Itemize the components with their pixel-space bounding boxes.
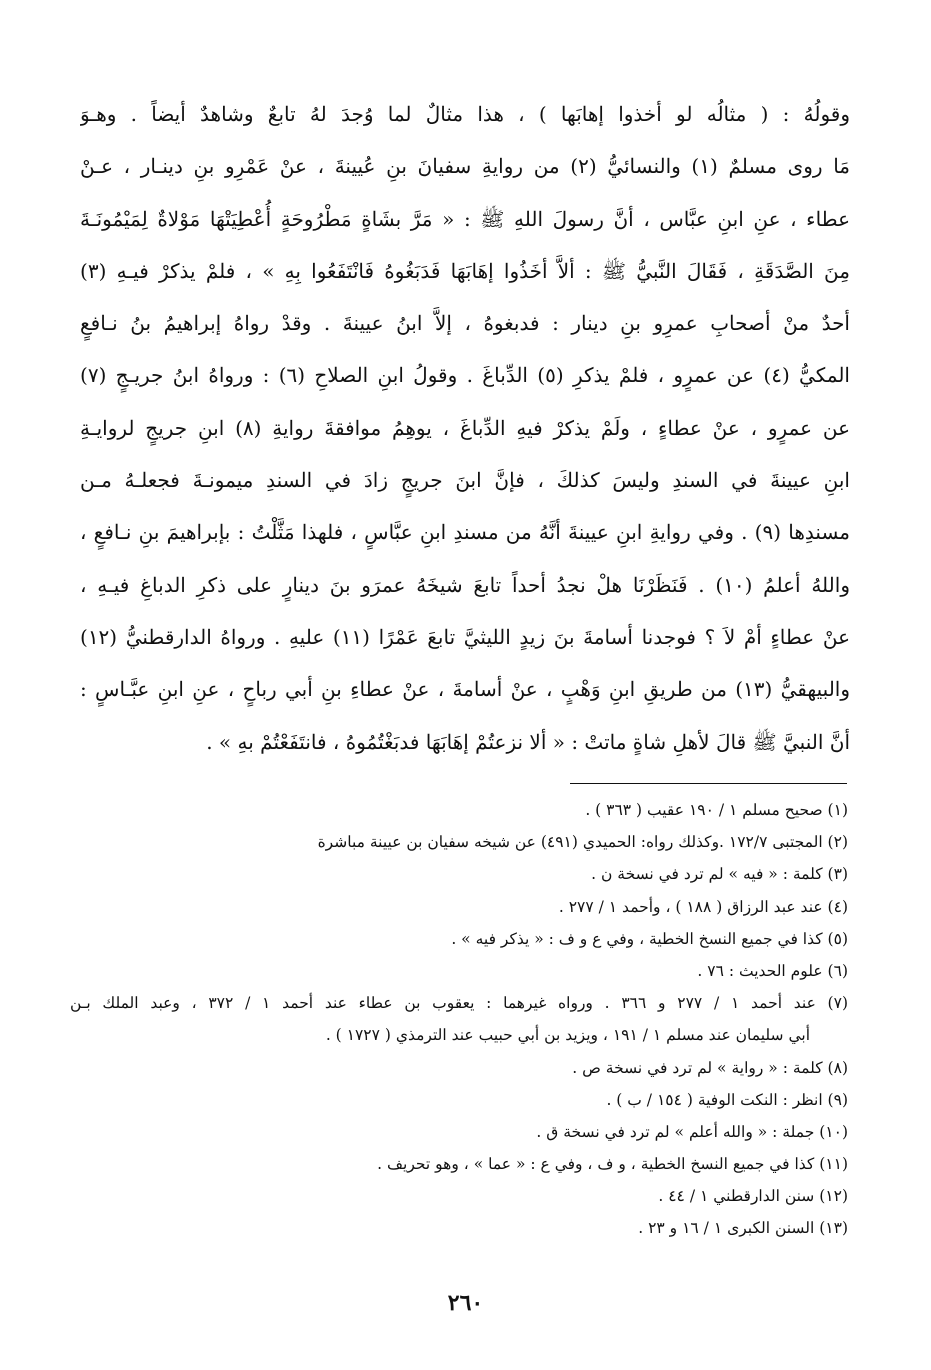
body-line: مِنَ الصَّدَقَةِ ، فَقَالَ النَّبيُّ ﷺ : ألاَّ أخَذُوا إهَابَهَا فَدَبَغُوهُ فَانْتَفَعُوا بِهِ » ، فلمْ يذكرْ فيـهِ (٣): [80, 258, 850, 283]
body-line: أنَّ النبيَّ ﷺ قالَ لأهلِ شاةٍ ماتتْ : « ألا نزعتُمْ إهَابَهَا فدبَغْتُمُوهُ ، فانتَفَعْتُمْ بهِ » .: [206, 729, 850, 754]
body-line: المكيُّ (٤) عن عمرٍو ، فلمْ يذكرِ (٥) الدِّباغَ . وقولُ ابنِ الصلاحِ (٦) : ورواهُ ابنُ جريـجٍ (٧): [80, 363, 850, 388]
footnote: (١) صحيح مسلم ١ / ١٩٠ عقيب ( ٣٦٣ ) .: [585, 801, 848, 819]
footnote: (٧) عند أحمد ١ / ٢٧٧ و ٣٦٦ . ورواه غيرهما : يعقوب بن عطاء عند أحمد ١ / ٣٧٢ ، وعبد الملك بـن: [70, 994, 848, 1013]
footnote: (٨) كلمة : « رواية » لم ترد في نسخة ص .: [572, 1058, 848, 1077]
body-line: والبيهقيُّ (١٣) من طريقِ ابنِ وَهْبٍ ، عنْ أسامةَ ، عنْ عطاءِ بنِ أبي رباحٍ ، عنِ ابنِ عبَّـاسٍ :: [80, 677, 850, 702]
body-line: عطاء ، عنِ ابنِ عبَّاس ، أنَّ رسولَ اللهِ ﷺ : « مَرَّ بشَاةٍ مَطْرُوحَةٍ أُعْطِيَتْهَا مَوْلاةٌ لِمَيْمُونَـةَ: [80, 206, 850, 231]
body-line: أحدٌ منْ أصحابِ عمرِو بنِ دينار : فدبغوهُ ، إلاَّ ابنُ عيينةَ . وقدْ رواهُ إبراهيمُ بنُ نـافعٍ: [80, 311, 850, 336]
body-line: عن عمرٍو ، عنْ عطاءٍ ، ولَمْ يذكرْ فيهِ الدِّباغَ ، يوهِمُ موافقةَ روايةِ (٨) ابنِ جريجٍ لروايـةِ: [80, 415, 850, 440]
body-line: عنْ عطاءٍ أمْ لاَ ؟ فوجدنا أسامةَ بنَ زيدٍ الليثيَّ تابعَ عَمْرًا (١١) عليهِ . ورواهُ الدارقطنيُّ (١٢): [80, 624, 850, 649]
body-line: مسندِها (٩) . وفي روايةِ ابنِ عيينةَ أنَّهُ من مسندِ ابنِ عبَّاسٍ ، فلهذا مَثَّلْتُ : بإبراهيمَ بنِ نـافعٍ ،: [80, 520, 850, 545]
footnote-separator: [570, 783, 847, 784]
main-text: [80, 88, 850, 768]
footnotes: [70, 794, 848, 1245]
footnote: (١٣) السنن الكبرى ١ / ١٦ و ٢٣ .: [638, 1219, 848, 1238]
page-number: ٢٦٠: [447, 1290, 484, 1316]
footnote: (٢) المجتبى ١٧٢/٧ .وكذلك رواه: الحميدي (٤٩١) عن شيخه سفيان بن عيينة مباشرة: [317, 833, 848, 852]
footnote: (٣) كلمة : « فيه » لم ترد في نسخة ن .: [591, 865, 848, 884]
footnote: (١٠) جملة : « والله أعلم » لم ترد في نسخة ق .: [536, 1122, 848, 1141]
footnote: (١١) كذا في جميع النسخ الخطية ، و ف ، وفي ع : « عما » ، وهو تحريف .: [377, 1155, 848, 1174]
body-line: مَا روى مسلمٌ (١) والنسائيُّ (٢) من روايةِ سفيانَ بنِ عُيينةَ ، عنْ عَمْرِو بنِ دينـار ، عـنْ: [80, 154, 850, 179]
footnote: (٥) كذا في جميع النسخ الخطية ، وفي ع و ف : « يذكر فيه » .: [451, 929, 848, 948]
footnote-continuation: أبي سليمان عند مسلم ١ / ١٩١ ، ويزيد بن أبي حبيب عند الترمذي ( ١٧٢٧ ) .: [325, 1026, 810, 1045]
footnote: (١٢) سنن الدارقطني ١ / ٤٤ .: [658, 1187, 848, 1206]
body-line: واللهُ أعلمُ (١٠) . فَنَظَرْنَا هلْ نجدُ أحداً تابعَ شيخَهُ عمرَو بنَ دينارٍ على ذكرِ الدباغِ فيـهِ ،: [80, 572, 850, 597]
footnote: (٩) انظر : النكت الوفية ( ١٥٤ / ب ) .: [606, 1090, 848, 1109]
footnote: (٦) علوم الحديث : ٧٦ .: [697, 961, 848, 980]
body-line: وقولُهُ : ( مثالُه لو أخذوا إهابَها ) ، هذا مثالٌ لما وُجدَ لهُ تابعٌ وشاهدٌ أيضاً . وهـوَ: [80, 102, 850, 126]
body-line: ابنِ عيينةَ في السندِ وليسَ كذلكَ ، فإنَّ ابنَ جريجٍ زادَ في السندِ ميمونـةَ فجعلـهُ مـن: [80, 468, 850, 493]
footnote: (٤) عند عبد الرزاق ( ١٨٨ ) ، وأحمد ١ / ٢٧٧ .: [558, 897, 848, 916]
